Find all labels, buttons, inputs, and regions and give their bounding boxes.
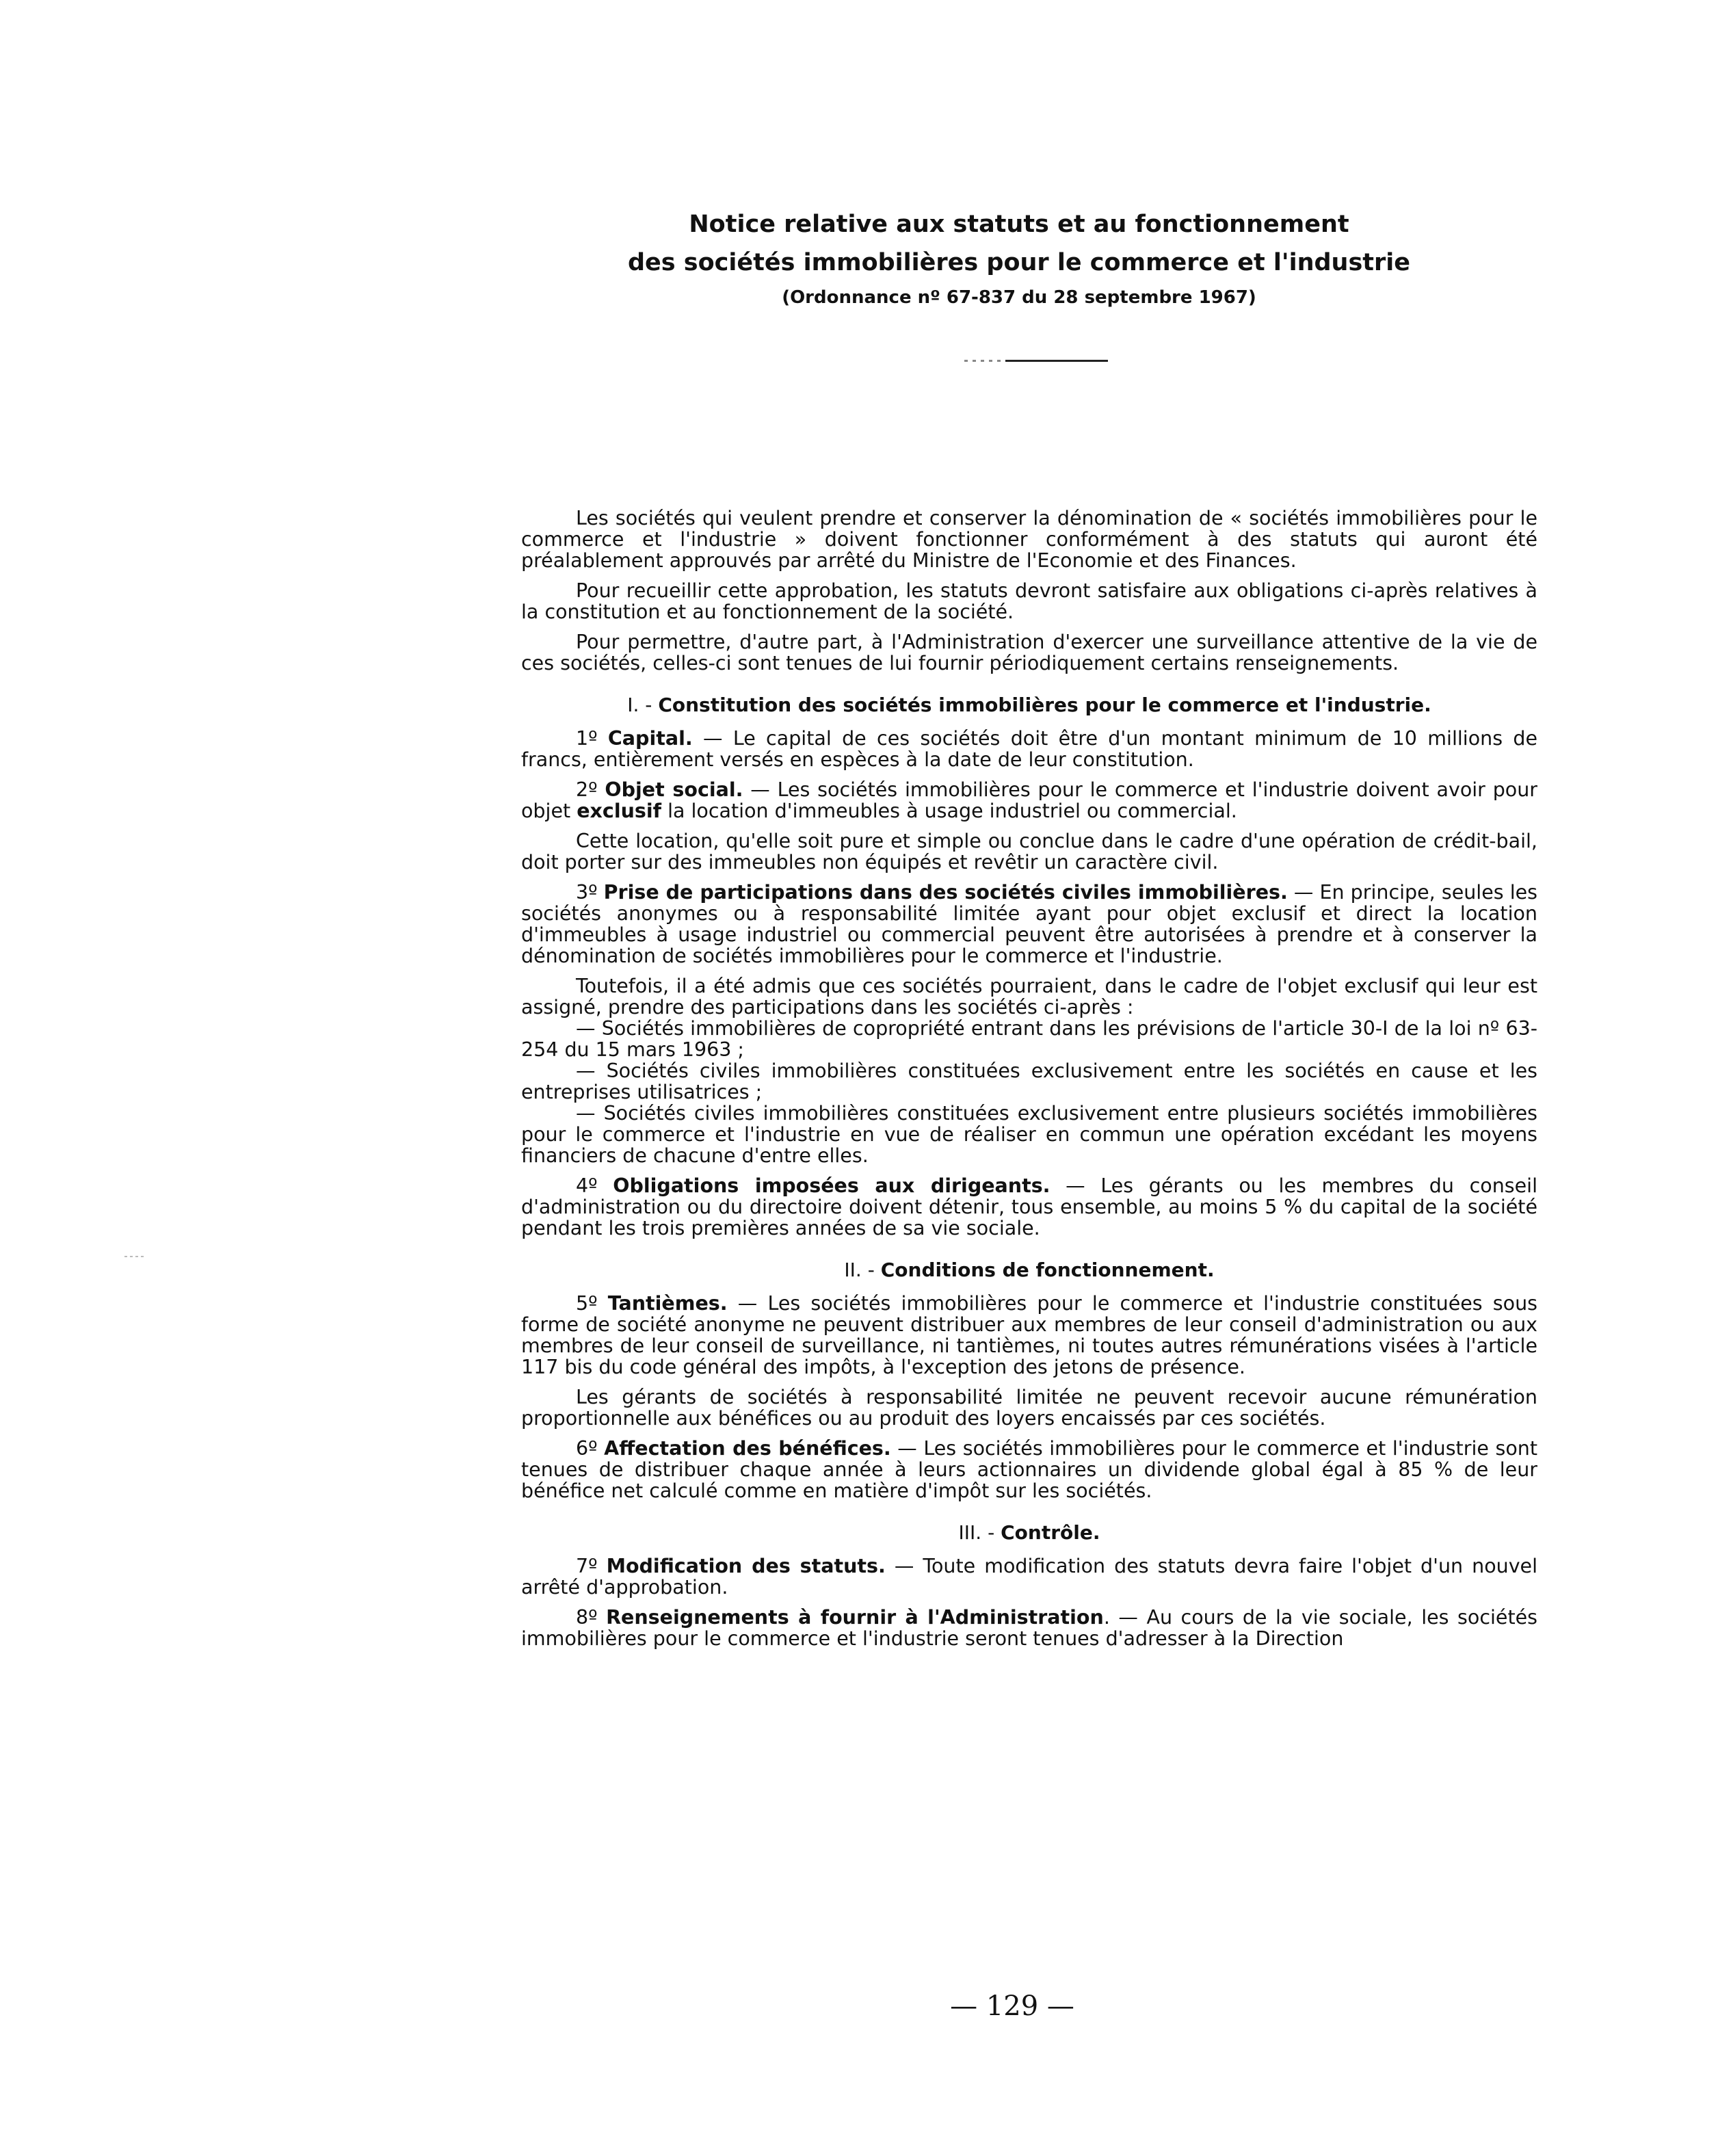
item-6-number: 6º — [576, 1437, 598, 1460]
item-6-heading: Affectation des bénéfices. — [604, 1437, 891, 1460]
section-heading-2 — [521, 1259, 1537, 1280]
item-3-dash-3: — Sociétés civiles immobilières constituées exclusivement entre plusieurs sociétés immobilières pour le commerce et l'industrie en vue de réaliser en commun une opération excédant les moyens financiers de chacune d'entre elles. — [521, 1102, 1537, 1167]
margin-mark — [124, 1256, 145, 1257]
item-2-number: 2º — [576, 778, 598, 801]
item-1-text: — Le capital de ces sociétés doit être d'un montant minimum de 10 millions de francs, entièrement versés en espèces à la date de leur constitution. — [521, 727, 1537, 771]
item-2-objet-social — [521, 779, 1537, 821]
section-heading-3 — [521, 1522, 1537, 1543]
section-3-title: Contrôle. — [1001, 1521, 1100, 1544]
intro-paragraph-2: Pour recueillir cette approbation, les statuts devront satisfaire aux obligations ci-après relatives à la constitution et au fonctionnement de la société. — [521, 579, 1537, 623]
subtitle: (Ordonnance nº 67-837 du 28 septembre 1967) — [782, 287, 1256, 308]
item-3-number: 3º — [576, 881, 598, 904]
item-2-paragraph-2: Cette location, qu'elle soit pure et simple ou conclue dans le cadre d'une opération de crédit-bail, doit porter sur des immeubles non équipés et revêtir un caractère civil. — [521, 830, 1537, 873]
item-8-text: . — Au cours de la vie sociale, les sociétés immobilières pour le commerce et l'industrie seront tenues d'adresser à la Direction — [521, 1606, 1537, 1650]
item-3-dash-2: — Sociétés civiles immobilières constituées exclusivement entre les sociétés en cause et les entreprises utilisatrices ; — [521, 1060, 1537, 1103]
document-header — [602, 205, 1436, 313]
item-5-heading: Tantièmes. — [607, 1292, 728, 1315]
item-2-heading: Objet social. — [605, 778, 743, 801]
item-1-number: 1º — [576, 727, 598, 750]
item-8-renseignements — [521, 1607, 1537, 1649]
item-3-participations — [521, 882, 1537, 967]
item-4-obligations — [521, 1175, 1537, 1239]
item-2-text-b: la location d'immeubles à usage industriel ou commercial. — [661, 800, 1237, 822]
title-line-1: Notice relative aux statuts et au fonctionnement — [689, 211, 1349, 238]
title-divider-dashes — [964, 360, 1005, 362]
section-heading-1 — [521, 694, 1537, 715]
item-2-emphasis: exclusif — [577, 800, 662, 822]
item-3-heading: Prise de participations dans des sociétés civiles immobilières. — [603, 881, 1288, 904]
intro-paragraph-1: Les sociétés qui veulent prendre et conserver la dénomination de « sociétés immobilières pour le commerce et l'industrie » doivent fonctionner conformément à des statuts qui auront été préalablement approuvés par arrêté du Ministre de l'Economie et des Finances. — [521, 507, 1537, 572]
title-line-2: des sociétés immobilières pour le commerce et l'industrie — [627, 249, 1411, 276]
intro-paragraph-3: Pour permettre, d'autre part, à l'Administration d'exercer une surveillance attentive de la vie de ces sociétés, celles-ci sont tenues de lui fournir périodiquement certains renseignements. — [521, 631, 1537, 674]
page-number: — 129 — — [950, 1990, 1074, 2022]
item-5-number: 5º — [576, 1292, 598, 1315]
item-5-paragraph-2: Les gérants de sociétés à responsabilité limitée ne peuvent recevoir aucune rémunération proportionnelle aux bénéfices ou au produit des loyers encaissés par ces sociétés. — [521, 1386, 1537, 1430]
item-4-number: 4º — [576, 1174, 598, 1197]
section-1-number: I. - — [627, 694, 652, 716]
item-1-heading: Capital. — [607, 727, 693, 750]
item-8-heading: Renseignements à fournir à l'Administration — [606, 1606, 1104, 1629]
item-1-capital — [521, 728, 1537, 770]
item-7-heading: Modification des statuts. — [606, 1555, 886, 1577]
item-4-text: — Les gérants ou les membres du conseil d'administration ou du directoire doivent détenir, tous ensemble, au moins 5 % du capital de la société pendant les trois premières années de sa vie sociale. — [521, 1174, 1538, 1239]
item-6-text: — Les sociétés immobilières pour le commerce et l'industrie sont tenues de distribuer chaque année à leurs actionnaires un dividende global égal à 85 % de leur bénéfice net calculé comme en matière d'impôt sur les sociétés. — [521, 1437, 1538, 1502]
item-7-number: 7º — [576, 1555, 598, 1577]
item-3-paragraph-2: Toutefois, il a été admis que ces sociétés pourraient, dans le cadre de l'objet exclusif qui leur est assigné, prendre des participations dans les sociétés ci-après : — [521, 975, 1537, 1018]
item-4-heading: Obligations imposées aux dirigeants. — [613, 1174, 1050, 1197]
item-2-text-a: — Les sociétés immobilières pour le commerce et l'industrie doivent avoir pour objet — [521, 778, 1538, 822]
item-5-text: — Les sociétés immobilières pour le commerce et l'industrie constituées sous forme de société anonyme ne peuvent distribuer aux membres de leur conseil d'administration ou aux membres de leur conseil de surveillance, ni tantièmes, ni toutes autres rémunérations visées à l'article 117 bis du code général des impôts, à l'exception des jetons de présence. — [521, 1292, 1537, 1378]
item-7-text: — Toute modification des statuts devra faire l'objet d'un nouvel arrêté d'approbation. — [521, 1555, 1538, 1599]
section-3-number: III. - — [958, 1521, 995, 1544]
section-2-title: Conditions de fonctionnement. — [880, 1259, 1215, 1281]
section-1-title: Constitution des sociétés immobilières pour le commerce et l'industrie. — [658, 694, 1431, 716]
document-body — [521, 508, 1537, 1658]
item-3-text: — En principe, seules les sociétés anonymes ou à responsabilité limitée ayant pour objet exclusif et direct la location d'immeubles à usage industriel ou commercial peuvent être autorisées à prendre et à conserver la dénomination de sociétés immobilières pour le commerce et l'industrie. — [521, 881, 1537, 967]
item-7-modification — [521, 1555, 1537, 1598]
item-3-dash-1: — Sociétés immobilières de copropriété entrant dans les prévisions de l'article 30-I de la loi nº 63-254 du 15 mars 1963 ; — [521, 1017, 1537, 1061]
section-2-number: II. - — [844, 1259, 875, 1281]
item-6-affectation — [521, 1438, 1537, 1501]
item-5-tantiemes — [521, 1293, 1537, 1378]
item-8-number: 8º — [576, 1606, 598, 1629]
